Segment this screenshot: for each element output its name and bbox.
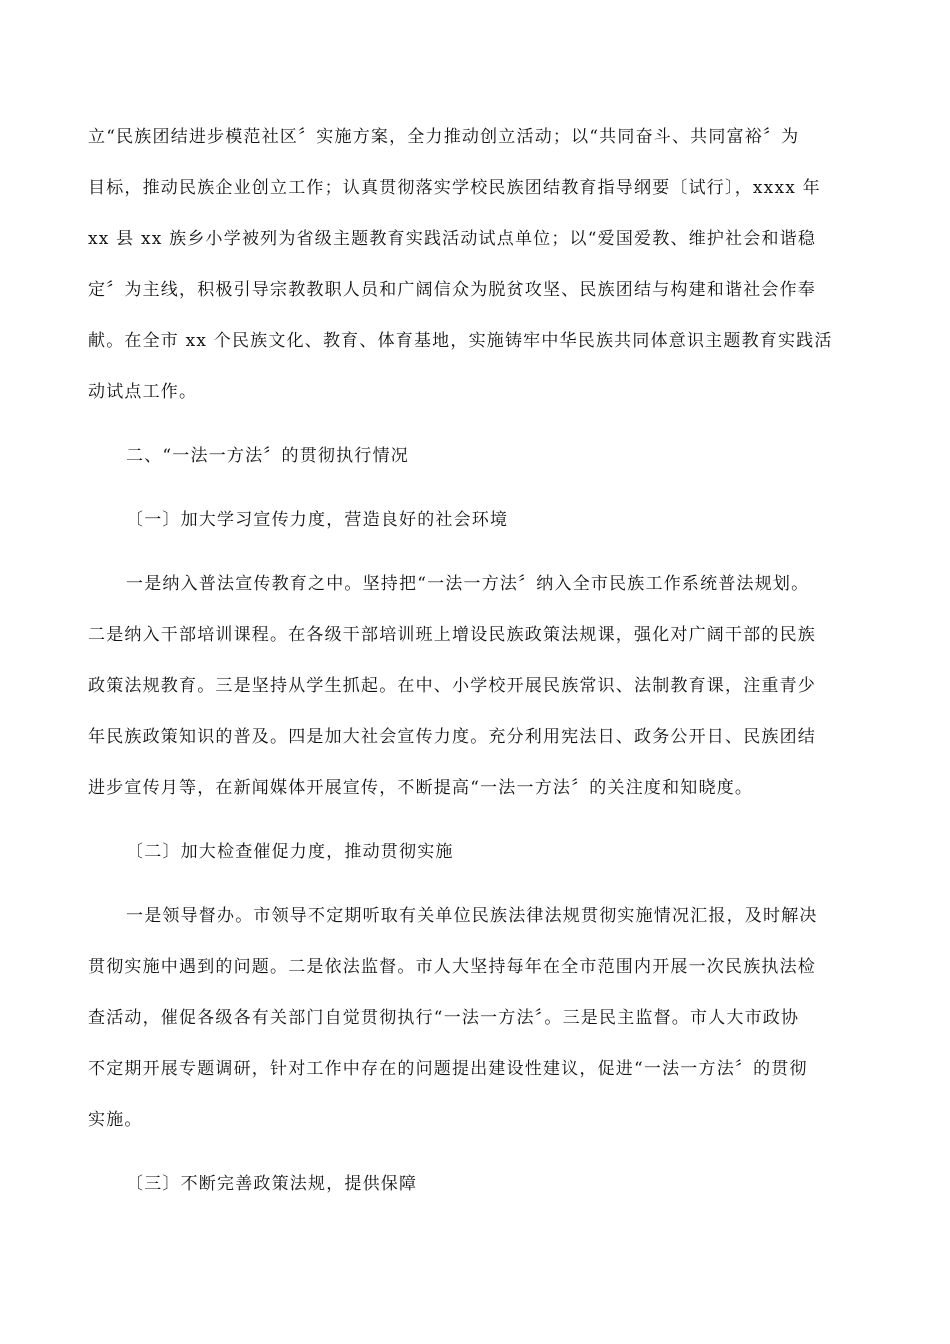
paragraph-publicity xyxy=(88,559,878,814)
text-line: 献。在全市 xx 个民族文化、教育、体育基地，实施铸牢中华民族共同体意识主题教育实践活 xyxy=(88,331,833,351)
text-line: 实施。 xyxy=(88,1110,143,1130)
subsection-heading-1: 〔一〕加大学习宣传力度，营造良好的社会环境 xyxy=(126,510,509,530)
text-line: 动试点工作。 xyxy=(88,382,198,402)
text-line: 查活动，催促各级各有关部门自觉贯彻执行“一法一方法〞。三是民主监督。市人大市政协 xyxy=(88,1008,800,1028)
text-line: 一是领导督办。市领导不定期听取有关单位民族法律法规贯彻实施情况汇报，及时解决 xyxy=(126,906,818,926)
text-line: 贯彻实施中遇到的问题。二是依法监督。市人大坚持每年在全市范围内开展一次民族执法检 xyxy=(88,957,816,977)
text-line: 立“民族团结进步模范社区〞实施方案，全力推动创立活动；以“共同奋斗、共同富裕〞为 xyxy=(88,127,800,147)
text-line: 年民族政策知识的普及。四是加大社会宣传力度。充分利用宪法日、政务公开日、民族团结 xyxy=(88,727,816,747)
text-line: 不定期开展专题调研，针对工作中存在的问题提出建设性建议，促进“一法一方法〞的贯彻 xyxy=(88,1059,808,1079)
paragraph-intro xyxy=(88,112,878,418)
text-line: xx 县 xx 族乡小学被列为省级主题教育实践活动试点单位；以“爱国爱教、维护社会和谐稳 xyxy=(88,229,817,249)
paragraph-supervision xyxy=(88,891,878,1146)
subsection-heading-3: 〔三〕不断完善政策法规，提供保障 xyxy=(126,1174,418,1194)
text-line: 二是纳入干部培训课程。在各级干部培训班上增设民族政策法规课，强化对广阔干部的民族 xyxy=(88,625,816,645)
text-line: 进步宣传月等，在新闻媒体开展宣传，不断提高“一法一方法〞的关注度和知晓度。 xyxy=(88,778,754,798)
text-line: 一是纳入普法宣传教育之中。坚持把“一法一方法〞纳入全市民族工作系统普法规划。 xyxy=(126,574,810,594)
subsection-heading-2: 〔二〕加大检查催促力度，推动贯彻实施 xyxy=(126,842,454,862)
document-page xyxy=(88,112,878,1223)
text-line: 目标，推动民族企业创立工作；认真贯彻落实学校民族团结教育指导纲要〔试行〕，xxxx 年 xyxy=(88,178,821,198)
section-heading: 二、“一法一方法〞的贯彻执行情况 xyxy=(126,446,409,466)
text-line: 定〞为主线，积极引导宗教教职人员和广阔信众为脱贫攻坚、民族团结与构建和谐社会作奉 xyxy=(88,280,816,300)
text-line: 政策法规教育。三是坚持从学生抓起。在中、小学校开展民族常识、法制教育课，注重青少 xyxy=(88,676,816,696)
